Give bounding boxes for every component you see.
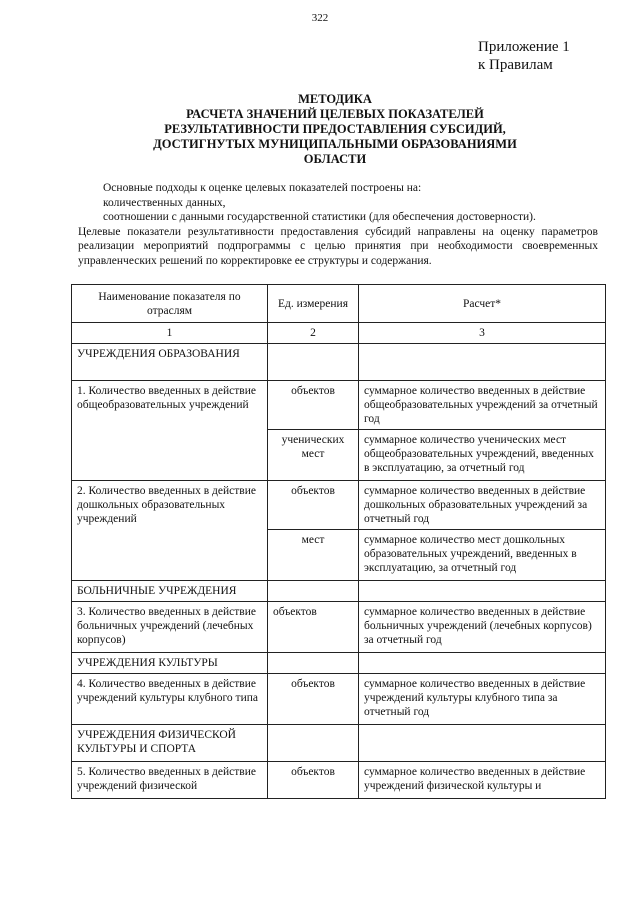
indicator-calculation: суммарное количество введенных в действие больничных учреждений (лечебных корпусов) за отчетный год — [359, 602, 606, 653]
empty-cell — [359, 725, 606, 762]
indicator-calculation: суммарное количество ученических мест общеобразовательных учреждений, введенных в эксплуатацию, за отчетный год — [359, 430, 606, 481]
indicator-unit: объектов — [268, 602, 359, 653]
table-row — [72, 602, 606, 653]
section-row — [72, 581, 606, 602]
appendix-note — [478, 38, 570, 74]
table-row — [72, 481, 606, 530]
indicator-unit: ученических мест — [268, 430, 359, 481]
title-line-2: РАСЧЕТА ЗНАЧЕНИЙ ЦЕЛЕВЫХ ПОКАЗАТЕЛЕЙ — [186, 107, 484, 121]
intro-paragraph-1: Основные подходы к оценке целевых показателей построены на: — [103, 182, 422, 194]
section-education: УЧРЕЖДЕНИЯ ОБРАЗОВАНИЯ — [72, 344, 268, 381]
empty-cell — [268, 653, 359, 674]
header-indicator-name: Наименование показателя по отраслям — [72, 285, 268, 323]
empty-cell — [268, 725, 359, 762]
indicator-calculation: суммарное количество введенных в действие учреждений физической культуры и — [359, 762, 606, 799]
indicator-name: 5. Количество введенных в действие учреждений физической — [72, 762, 268, 799]
indicators-table — [71, 284, 606, 799]
document-title — [60, 92, 610, 167]
indicator-calculation: суммарное количество мест дошкольных образовательных учреждений, введенных в эксплуатацию, за отчетный год — [359, 530, 606, 581]
section-culture: УЧРЕЖДЕНИЯ КУЛЬТУРЫ — [72, 653, 268, 674]
empty-cell — [359, 653, 606, 674]
intro-paragraph-4: Целевые показатели результативности предоставления субсидий направлены на оценку параметров реализации мероприятий подпрограммы с целью принятия при необходимости своевременных управленческих решений по корректировке ее структуры и содержания. — [78, 225, 598, 267]
empty-cell — [268, 344, 359, 381]
indicator-name: 4. Количество введенных в действие учреждений культуры клубного типа — [72, 674, 268, 725]
title-line-5: ОБЛАСТИ — [303, 152, 367, 166]
section-row — [72, 653, 606, 674]
intro-paragraph-3: соотношении с данными государственной статистики (для обеспечения достоверности). — [103, 211, 536, 223]
indicator-unit: объектов — [268, 481, 359, 530]
column-number-2: 2 — [268, 323, 359, 344]
header-calculation: Расчет* — [359, 285, 606, 323]
indicator-name: 2. Количество введенных в действие дошкольных образовательных учреждений — [72, 481, 268, 581]
indicator-unit: мест — [268, 530, 359, 581]
page-number: 322 — [311, 12, 329, 24]
appendix-line-2: к Правилам — [478, 57, 553, 73]
column-number-1: 1 — [72, 323, 268, 344]
empty-cell — [359, 344, 606, 381]
indicator-unit: объектов — [268, 674, 359, 725]
header-unit: Ед. измерения — [268, 285, 359, 323]
table-row — [72, 381, 606, 430]
title-line-3: РЕЗУЛЬТАТИВНОСТИ ПРЕДОСТАВЛЕНИЯ СУБСИДИЙ, — [164, 122, 506, 136]
table-row — [72, 674, 606, 725]
section-row — [72, 725, 606, 762]
empty-cell — [359, 581, 606, 602]
appendix-line-1: Приложение 1 — [478, 39, 570, 55]
empty-cell — [268, 581, 359, 602]
indicator-name: 1. Количество введенных в действие общеобразовательных учреждений — [72, 381, 268, 481]
indicator-calculation: суммарное количество введенных в действие дошкольных образовательных учреждений за отчетный год — [359, 481, 606, 530]
table-header-row — [72, 285, 606, 323]
title-line-1: МЕТОДИКА — [298, 92, 372, 106]
column-numbers-row — [72, 323, 606, 344]
indicator-name: 3. Количество введенных в действие больничных учреждений (лечебных корпусов) — [72, 602, 268, 653]
intro-paragraph-2: количественных данных, — [103, 196, 226, 209]
indicator-unit: объектов — [268, 381, 359, 430]
indicator-calculation: суммарное количество введенных в действие учреждений культуры клубного типа за отчетный год — [359, 674, 606, 725]
intro-text — [78, 181, 598, 268]
section-row — [72, 344, 606, 381]
section-hospitals: БОЛЬНИЧНЫЕ УЧРЕЖДЕНИЯ — [72, 581, 268, 602]
indicator-unit: объектов — [268, 762, 359, 799]
table-row — [72, 762, 606, 799]
title-line-4: ДОСТИГНУТЫХ МУНИЦИПАЛЬНЫМИ ОБРАЗОВАНИЯМИ — [153, 137, 517, 151]
indicator-calculation: суммарное количество введенных в действие общеобразовательных учреждений за отчетный год — [359, 381, 606, 430]
section-sport: УЧРЕЖДЕНИЯ ФИЗИЧЕСКОЙ КУЛЬТУРЫ И СПОРТА — [72, 725, 268, 762]
column-number-3: 3 — [359, 323, 606, 344]
